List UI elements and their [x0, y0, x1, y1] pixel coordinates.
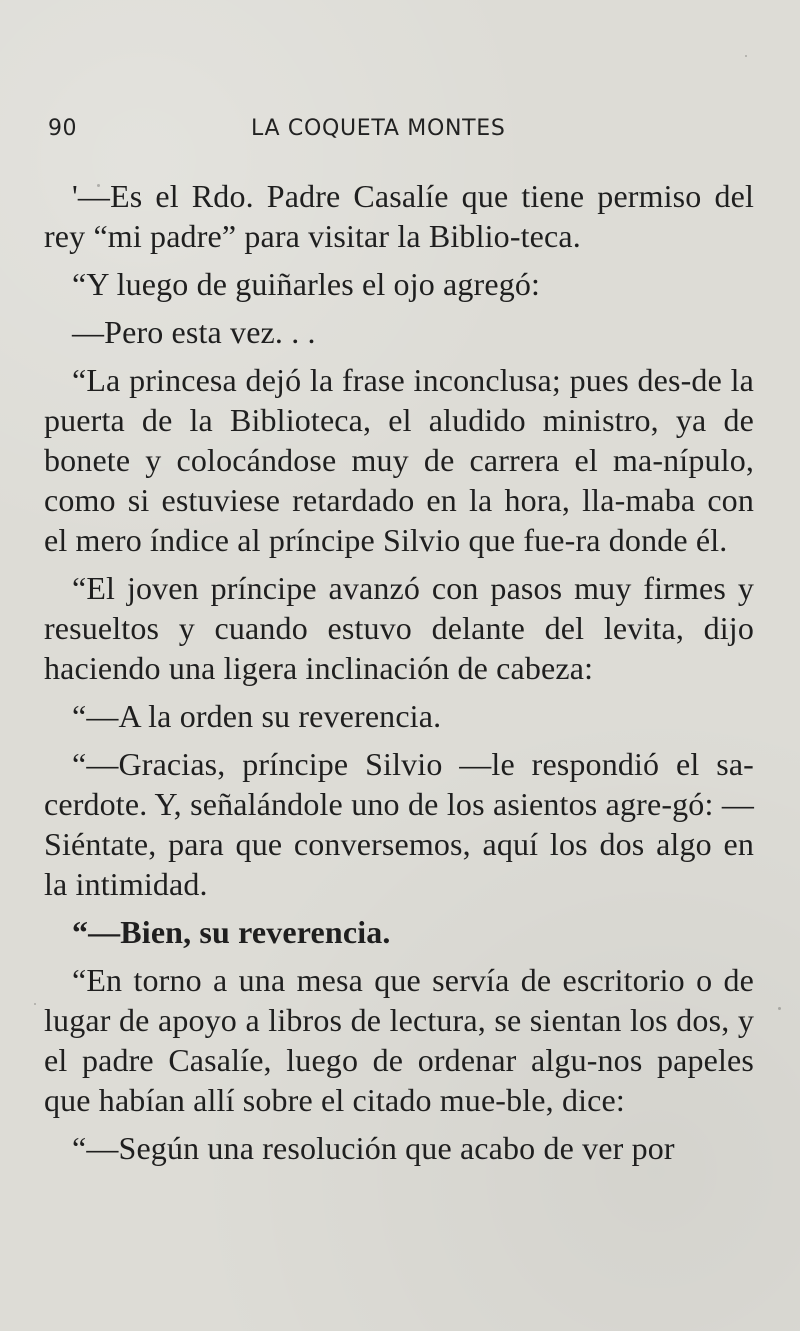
paragraph: “En torno a una mesa que servía de escritorio o de lugar de apoyo a libros de lectura, se sientan los dos, y el padre Casalíe, luego de ordenar algu-nos papeles que habían allí sobre el citado mue-ble, dice:	[44, 962, 754, 1118]
paragraph: '—Es el Rdo. Padre Casalíe que tiene permiso del rey “mi padre” para visitar la Biblio-teca.	[44, 178, 754, 254]
paper-speck	[745, 55, 747, 57]
paragraph: “Y luego de guiñarles el ojo agregó:	[72, 266, 541, 302]
running-head	[48, 116, 748, 150]
paper-speck	[778, 1007, 781, 1010]
paper-speck	[34, 1003, 36, 1005]
running-title: LA COQUETA MONTES	[251, 116, 506, 141]
page-number: 90	[48, 116, 77, 141]
paragraph: “El joven príncipe avanzó con pasos muy firmes y resueltos y cuando estuvo delante del levita, dijo haciendo una ligera inclinación de cabeza:	[44, 570, 754, 686]
paragraph: “—Bien, su reverencia.	[72, 914, 391, 950]
paragraph: “—A la orden su reverencia.	[72, 698, 442, 734]
paragraph: “—Gracias, príncipe Silvio —le respondió el sa-cerdote. Y, señalándole uno de los asientos agre-gó: —Siéntate, para que conversemos, aquí los dos algo en la intimidad.	[44, 746, 754, 902]
paragraph: “—Según una resolución que acabo de ver por	[72, 1130, 675, 1166]
body-text	[44, 176, 754, 1176]
paragraph: —Pero esta vez. . .	[72, 314, 316, 350]
paragraph: “La princesa dejó la frase inconclusa; pues des-de la puerta de la Biblioteca, el aludido ministro, ya de bonete y colocándose muy de carrera el ma-nípulo, como si estuviese retardado en la hora, lla-maba con el mero índice al príncipe Silvio que fue-ra donde él.	[44, 362, 754, 558]
